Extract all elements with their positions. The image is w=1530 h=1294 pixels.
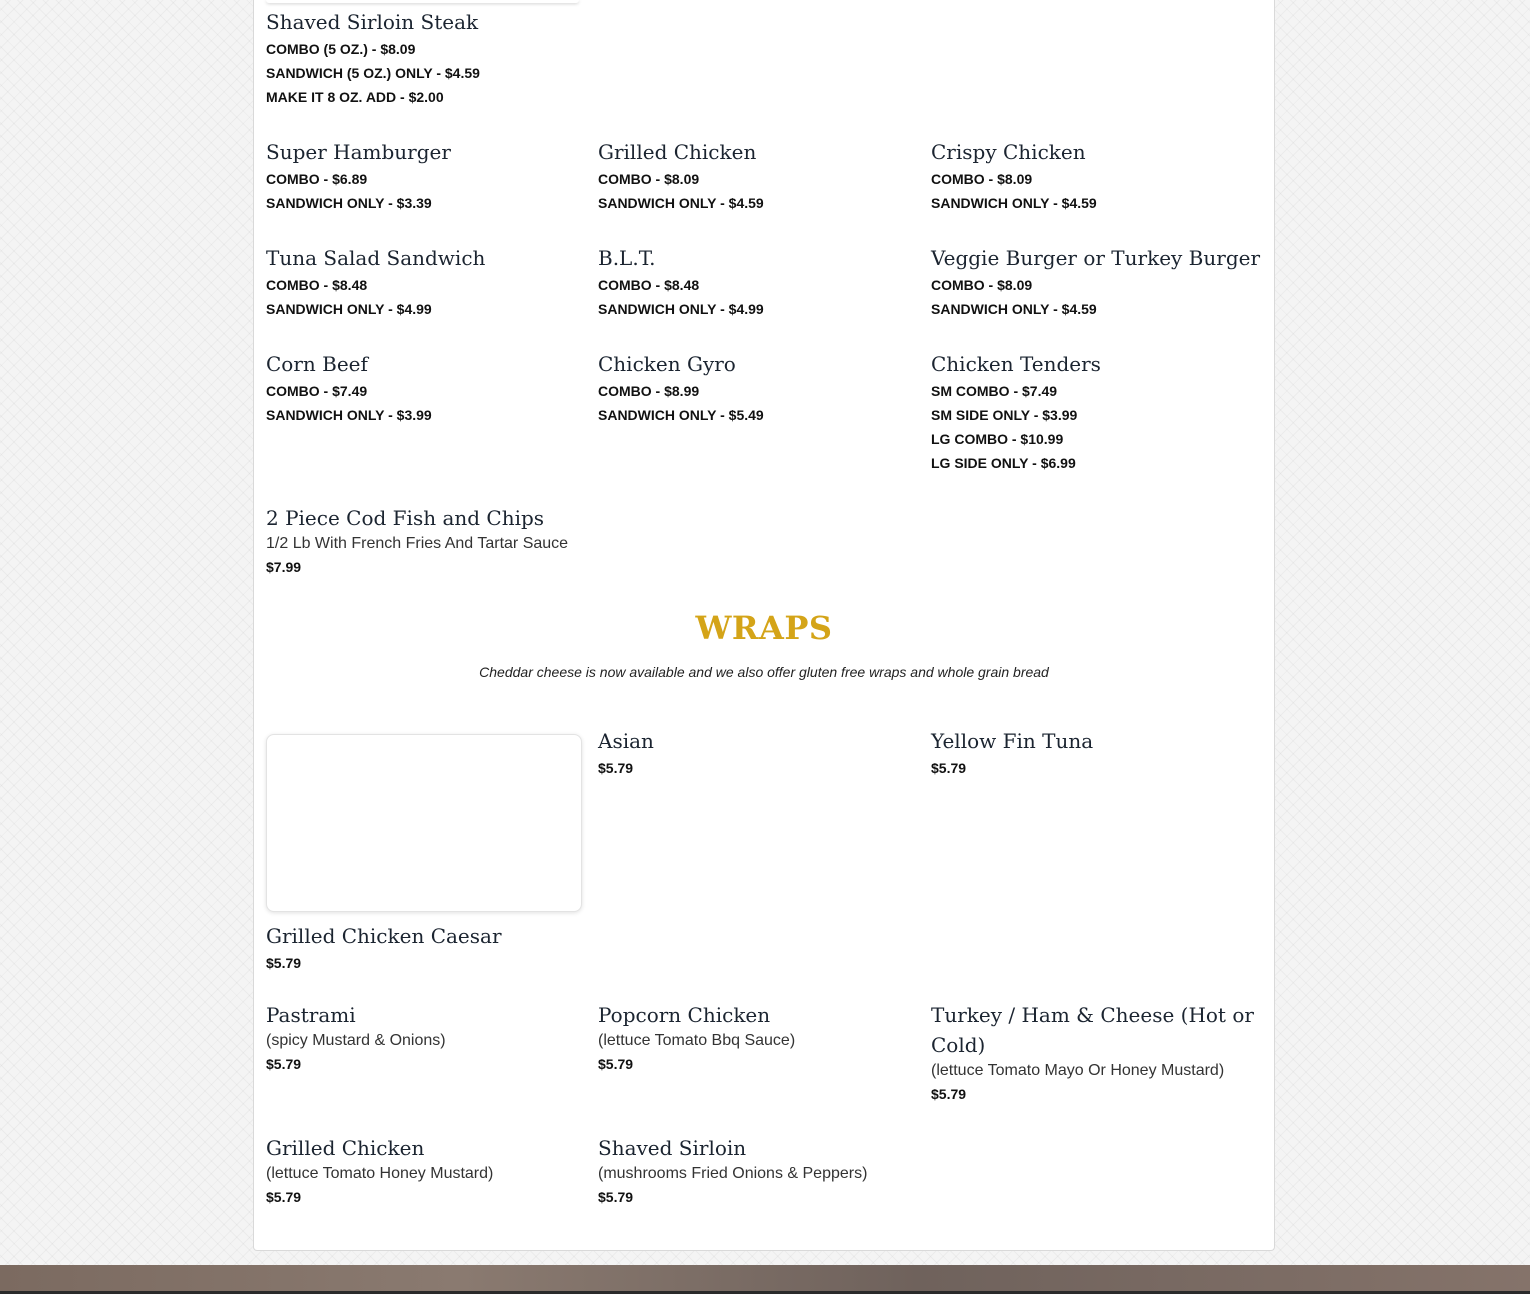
price-line: SM COMBO - $7.49 [931, 383, 1058, 399]
item-name: Chicken Tenders [931, 352, 1101, 376]
item-name: Super Hamburger [266, 140, 451, 164]
section-note: Cheddar cheese is now available and we also offer gluten free wraps and whole grain bread [479, 664, 1049, 680]
menu-item-crispy-chicken [931, 137, 1251, 215]
item-description: (spicy Mustard & Onions) [266, 1032, 446, 1049]
item-name: 2 Piece Cod Fish and Chips [266, 506, 545, 530]
price-line: SANDWICH ONLY - $4.59 [598, 195, 764, 211]
item-name: Grilled Chicken [266, 1136, 425, 1160]
menu-item-yellow-fin-tuna-wrap [931, 726, 1251, 780]
price-line: SANDWICH ONLY - $4.59 [931, 195, 1097, 211]
item-name: Veggie Burger or Turkey Burger [931, 246, 1261, 270]
price-line: COMBO (5 OZ.) - $8.09 [266, 41, 416, 57]
price-line: COMBO - $8.09 [931, 171, 1033, 187]
item-name: Grilled Chicken Caesar [266, 924, 502, 948]
item-description: 1/2 Lb With French Fries And Tartar Sauce [266, 535, 569, 552]
item-name: Shaved Sirloin Steak [266, 10, 479, 34]
price-line: COMBO - $8.99 [598, 383, 700, 399]
menu-item-veggie-or-turkey-burger [931, 243, 1261, 321]
menu-item-image [266, 734, 582, 912]
menu-item-turkey-ham-cheese-wrap [931, 1000, 1261, 1106]
item-name: Tuna Salad Sandwich [266, 246, 486, 270]
price-line: COMBO - $8.09 [931, 277, 1033, 293]
price-line: $7.99 [266, 559, 302, 575]
price-line: $5.79 [266, 1189, 302, 1205]
item-name: Yellow Fin Tuna [931, 729, 1094, 753]
item-name: B.L.T. [598, 246, 656, 270]
price-line: LG SIDE ONLY - $6.99 [931, 455, 1076, 471]
price-line: $5.79 [598, 760, 634, 776]
menu-item-grilled-chicken [598, 137, 918, 215]
item-name: Corn Beef [266, 352, 368, 376]
price-line: SANDWICH ONLY - $4.99 [598, 301, 764, 317]
menu-item-shaved-sirloin-steak [266, 7, 586, 109]
price-line: $5.79 [266, 955, 302, 971]
price-line: $5.79 [598, 1189, 634, 1205]
price-line: COMBO - $6.89 [266, 171, 368, 187]
item-name: Grilled Chicken [598, 140, 757, 164]
menu-item-popcorn-chicken-wrap [598, 1000, 918, 1076]
price-line: SANDWICH ONLY - $5.49 [598, 407, 764, 423]
menu-item-pastrami-wrap [266, 1000, 586, 1076]
price-line: COMBO - $8.09 [598, 171, 700, 187]
price-line: $5.79 [931, 760, 967, 776]
menu-item-corn-beef [266, 349, 586, 427]
price-line: MAKE IT 8 OZ. ADD - $2.00 [266, 89, 444, 105]
item-name: Popcorn Chicken [598, 1003, 771, 1027]
menu-item-cod-fish-and-chips [266, 503, 596, 579]
item-description: (mushrooms Fried Onions & Peppers) [598, 1165, 868, 1182]
price-line: SM SIDE ONLY - $3.99 [931, 407, 1078, 423]
item-name: Shaved Sirloin [598, 1136, 747, 1160]
price-line: SANDWICH ONLY - $4.99 [266, 301, 432, 317]
item-name: Crispy Chicken [931, 140, 1086, 164]
price-line: COMBO - $8.48 [598, 277, 700, 293]
menu-item-chicken-gyro [598, 349, 918, 427]
menu-item-asian-wrap [598, 726, 918, 780]
price-line: $5.79 [598, 1056, 634, 1072]
item-name: Turkey / Ham & Cheese (Hot or Cold) [931, 1003, 1254, 1057]
item-name: Asian [598, 729, 654, 753]
price-line: SANDWICH ONLY - $3.39 [266, 195, 432, 211]
item-description: (lettuce Tomato Mayo Or Honey Mustard) [931, 1062, 1225, 1079]
price-line: $5.79 [931, 1086, 967, 1102]
price-line: SANDWICH (5 OZ.) ONLY - $4.59 [266, 65, 480, 81]
menu-item-tuna-salad-sandwich [266, 243, 586, 321]
item-name: Chicken Gyro [598, 352, 736, 376]
item-description: (lettuce Tomato Bbq Sauce) [598, 1032, 796, 1049]
price-line: SANDWICH ONLY - $4.59 [931, 301, 1097, 317]
menu-item-blt [598, 243, 918, 321]
item-description: (lettuce Tomato Honey Mustard) [266, 1165, 494, 1182]
item-name: Pastrami [266, 1003, 356, 1027]
footer-band [0, 1265, 1530, 1294]
menu-item-grilled-chicken-caesar-wrap [266, 921, 586, 975]
section-title-wraps: WRAPS [695, 609, 833, 647]
menu-item-shaved-sirloin-wrap [598, 1133, 918, 1209]
price-line: COMBO - $7.49 [266, 383, 368, 399]
menu-item-image [266, 0, 579, 3]
price-line: SANDWICH ONLY - $3.99 [266, 407, 432, 423]
price-line: LG COMBO - $10.99 [931, 431, 1064, 447]
price-line: COMBO - $8.48 [266, 277, 368, 293]
menu-item-super-hamburger [266, 137, 586, 215]
menu-item-grilled-chicken-wrap [266, 1133, 586, 1209]
menu-item-chicken-tenders [931, 349, 1251, 475]
price-line: $5.79 [266, 1056, 302, 1072]
